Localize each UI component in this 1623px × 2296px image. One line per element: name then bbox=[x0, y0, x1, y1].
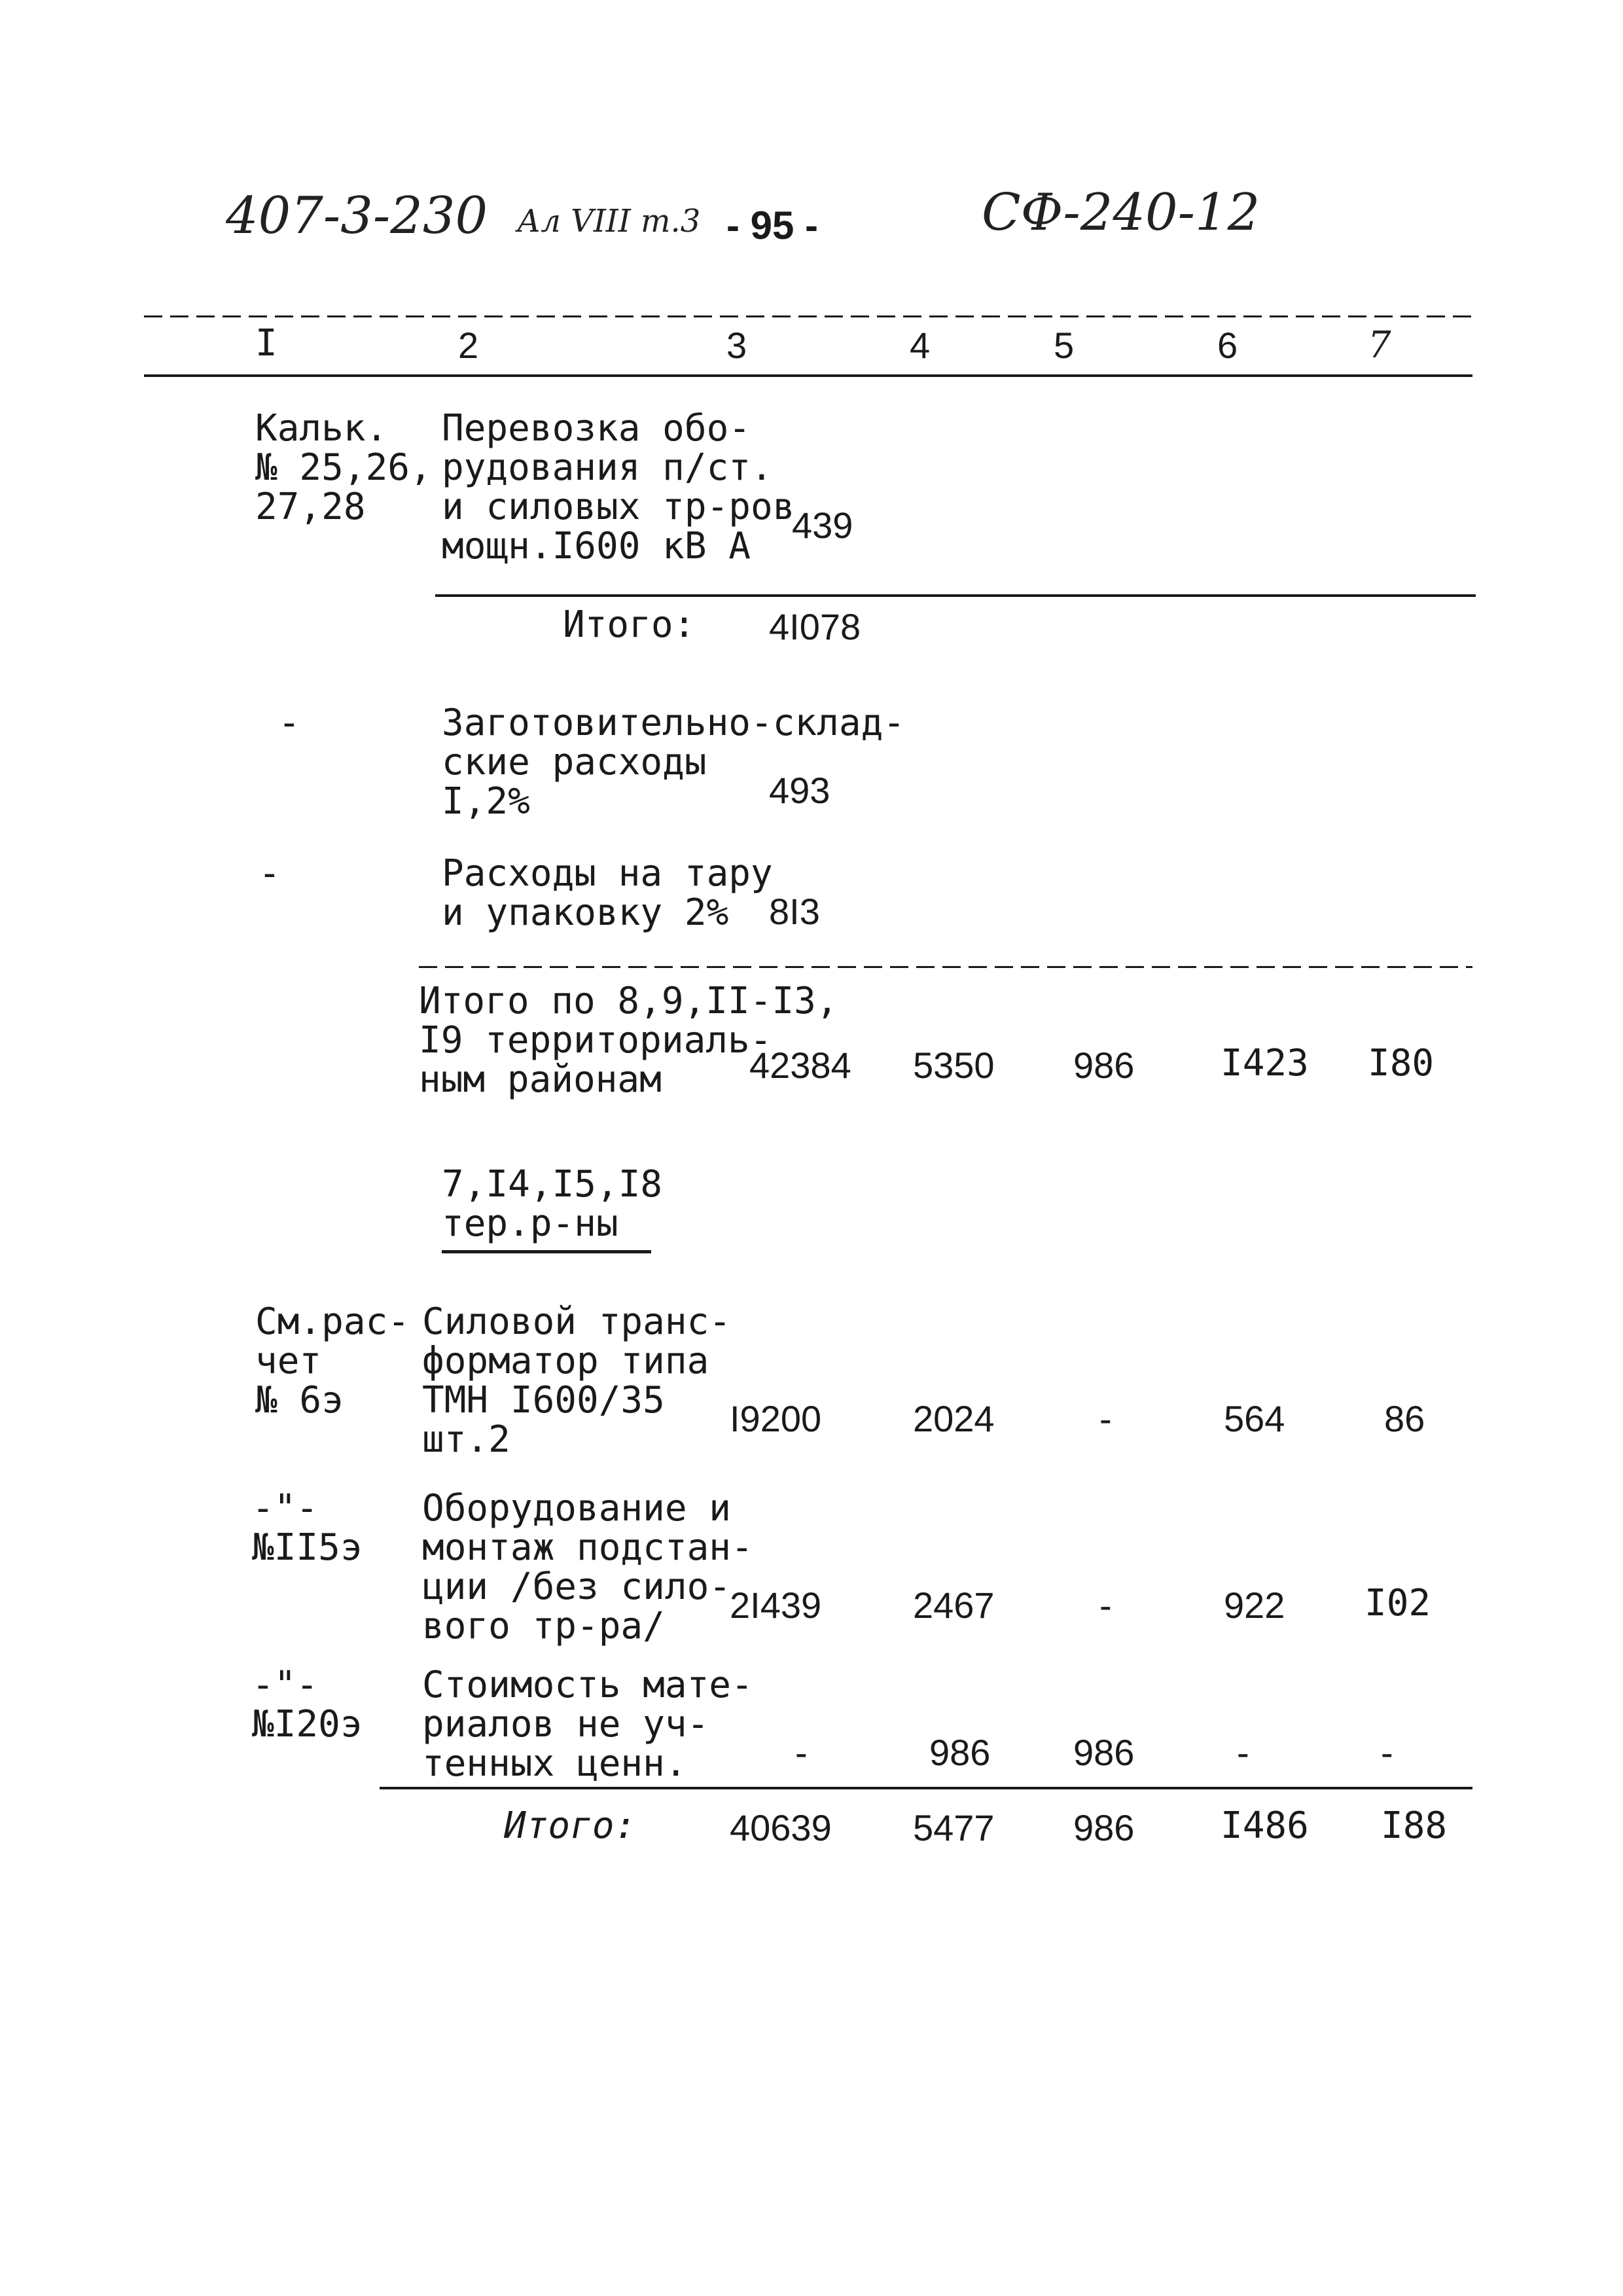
row-4-desc: Итого по 8,9,II-I3, I9 территориаль- ным районам bbox=[419, 980, 838, 1101]
row-8-col6: - bbox=[1237, 1732, 1249, 1773]
row-7-col3: 2I439 bbox=[730, 1585, 822, 1626]
row-0-desc: Перевозка обо- рудования п/ст. и силовых тр-ров мощн.I600 кВ А bbox=[442, 407, 795, 567]
row-3-ref: - bbox=[259, 852, 281, 895]
row-7-col4: 2467 bbox=[913, 1585, 995, 1626]
header-top-rule bbox=[144, 315, 1472, 317]
row-8-col4: 986 bbox=[929, 1732, 991, 1773]
row-7-col6: 922 bbox=[1224, 1585, 1285, 1626]
row-6-ref: См.рас- чет № 6э bbox=[255, 1300, 410, 1422]
row-2-col3: 493 bbox=[769, 770, 830, 811]
row-9-col7: I88 bbox=[1381, 1804, 1448, 1847]
row-8-col7: - bbox=[1381, 1732, 1393, 1773]
row-3-desc: Расходы на тару и упаковку 2% bbox=[442, 852, 773, 934]
row-6-col5: - bbox=[1099, 1398, 1112, 1439]
subtotal-rule-1 bbox=[435, 594, 1476, 597]
row-9-col5: 986 bbox=[1073, 1807, 1135, 1848]
col-5-header: 5 bbox=[1054, 325, 1075, 366]
row-4-col7: I80 bbox=[1368, 1042, 1435, 1085]
page-number: - 95 - bbox=[726, 204, 819, 247]
row-0-col3: 439 bbox=[792, 505, 853, 546]
row-6-desc: Силовой транс- форматор типа ТМН I600/35 шт.2 bbox=[422, 1300, 732, 1461]
header-bottom-rule bbox=[144, 374, 1472, 377]
col-1-header: I bbox=[255, 322, 277, 365]
col-3-header: 3 bbox=[726, 325, 747, 366]
row-2-desc: Заготовительно-склад- ские расходы I,2% bbox=[442, 702, 906, 823]
col-6-header: 6 bbox=[1217, 325, 1238, 366]
row-4-col3: 42384 bbox=[749, 1045, 851, 1086]
row-7-col5: - bbox=[1099, 1585, 1112, 1626]
row-8-col5: 986 bbox=[1073, 1732, 1135, 1773]
row-5-desc: 7,I4,I5,I8 тер.р-ны bbox=[442, 1163, 663, 1245]
row-9-col3: 40639 bbox=[730, 1807, 832, 1848]
col-4-header: 4 bbox=[910, 325, 931, 366]
row-6-col3: I9200 bbox=[730, 1398, 822, 1439]
row-0-ref: Кальк. № 25,26, 27,28 bbox=[255, 407, 432, 528]
album-ref: Ал VIII т.3 bbox=[517, 203, 701, 240]
subtotal-rule-2 bbox=[419, 966, 1472, 968]
section-heading-underline bbox=[442, 1250, 651, 1253]
row-3-col3: 8I3 bbox=[769, 891, 820, 932]
row-1-desc: Итого: bbox=[563, 603, 696, 646]
row-9-desc: Итого: bbox=[504, 1804, 637, 1847]
row-1-col3: 4I078 bbox=[769, 606, 861, 647]
col-2-header: 2 bbox=[458, 325, 479, 366]
row-4-col4: 5350 bbox=[913, 1045, 995, 1086]
row-7-desc: Оборудование и монтаж подстан- ции /без сило- вого тр-ра/ bbox=[422, 1487, 753, 1647]
row-4-col6: I423 bbox=[1221, 1042, 1309, 1085]
row-2-ref: - bbox=[278, 702, 300, 744]
grand-total-rule bbox=[380, 1787, 1472, 1789]
row-6-col7: 86 bbox=[1384, 1398, 1425, 1439]
row-8-desc: Стоимость мате- риалов не уч- тенных ценн. bbox=[422, 1664, 753, 1785]
row-9-col4: 5477 bbox=[913, 1807, 995, 1848]
row-6-col4: 2024 bbox=[913, 1398, 995, 1439]
sheet-code: СФ-240-12 bbox=[982, 183, 1260, 242]
row-7-col7: I02 bbox=[1364, 1582, 1431, 1624]
row-4-col5: 986 bbox=[1073, 1045, 1135, 1086]
row-9-col6: I486 bbox=[1221, 1804, 1309, 1847]
col-7-header: 7 bbox=[1368, 324, 1391, 367]
doc-code: 407-3-230 bbox=[226, 187, 488, 245]
row-6-col6: 564 bbox=[1224, 1398, 1285, 1439]
row-8-ref: -"- №I20э bbox=[252, 1664, 363, 1746]
row-8-col3: - bbox=[795, 1732, 808, 1773]
row-7-ref: -"- №II5э bbox=[252, 1487, 363, 1569]
